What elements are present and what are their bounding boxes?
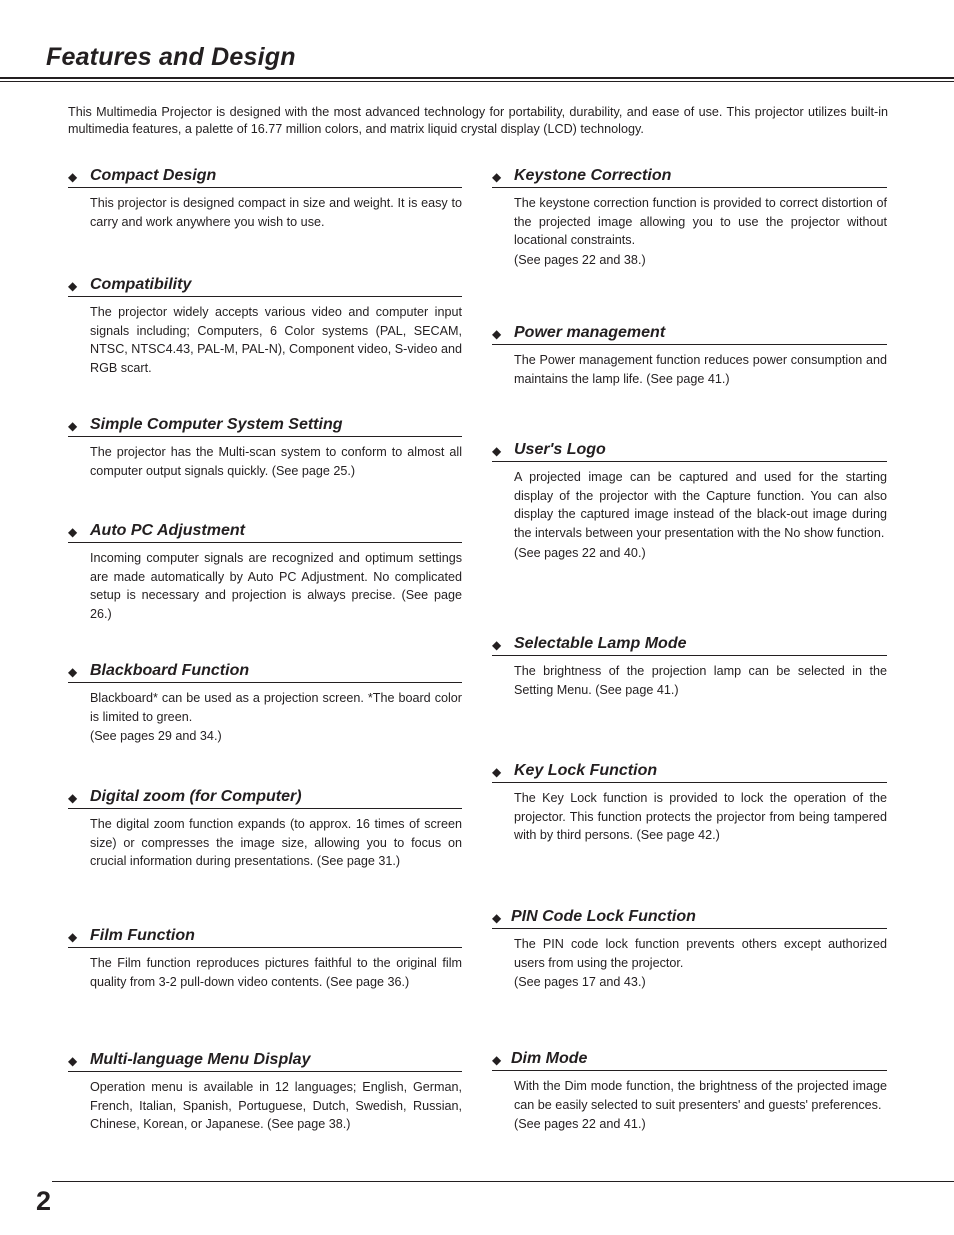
title-rule bbox=[0, 77, 954, 79]
intro-paragraph: This Multimedia Projector is designed with the most advanced technology for portability, durability, and ease of use. This projector utilizes built-in multimedia features, a palette of 16.77 million colors, and matrix liquid crystal display (LCD) technology. bbox=[68, 105, 888, 136]
section-title: User's Logo bbox=[514, 441, 606, 458]
section-title: Power management bbox=[514, 324, 666, 341]
section-text: The digital zoom function expands (to approx. 16 times of screen size) or compresses the image size, allowing you to focus on crucial information during presentations. (See page 31.) bbox=[90, 817, 462, 869]
section-title: Blackboard Function bbox=[90, 662, 250, 679]
section-body bbox=[90, 815, 462, 871]
section-header bbox=[492, 439, 887, 462]
section-users-logo bbox=[492, 439, 887, 563]
section-body bbox=[90, 954, 462, 991]
section-pin-code-lock-function bbox=[492, 906, 887, 992]
section-title: Digital zoom (for Computer) bbox=[90, 788, 302, 805]
page-reference: (See pages 29 and 34.) bbox=[90, 729, 222, 744]
section-compact-design bbox=[68, 165, 462, 231]
section-text: With the Dim mode function, the brightness of the projected image can be easily selected to suit presenters' and guests' preferences. bbox=[514, 1079, 887, 1112]
diamond-bullet-icon: ◆ bbox=[68, 1054, 78, 1068]
section-digital-zoom bbox=[68, 786, 462, 871]
section-key-lock-function bbox=[492, 760, 887, 845]
section-title: Compact Design bbox=[90, 167, 217, 184]
section-body bbox=[90, 194, 462, 231]
section-body bbox=[514, 351, 887, 388]
title-rule-thin bbox=[0, 81, 954, 82]
section-header bbox=[68, 414, 462, 437]
section-blackboard-function bbox=[68, 660, 462, 746]
section-keystone-correction bbox=[492, 165, 887, 270]
section-header bbox=[68, 660, 462, 683]
section-body bbox=[514, 789, 887, 845]
section-header bbox=[492, 760, 887, 783]
section-text: The Film function reproduces pictures faithful to the original film quality from 3-2 pull-down video contents. (See page 36.) bbox=[90, 956, 462, 989]
section-text: The projector widely accepts various video and computer input signals including; Computers, 6 Color systems (PAL, SECAM, NTSC, NTSC4.43, PAL-M, PAL-N), Component video, S-video and RGB scart. bbox=[90, 305, 462, 376]
section-body bbox=[90, 303, 462, 378]
diamond-bullet-icon: ◆ bbox=[492, 911, 502, 925]
section-body bbox=[90, 549, 462, 624]
section-body bbox=[90, 1078, 462, 1134]
section-text: The PIN code lock function prevents others except authorized users from using the projector. bbox=[514, 937, 887, 970]
section-text: The projector has the Multi-scan system to conform to almost all computer output signals quickly. (See page 25.) bbox=[90, 445, 462, 478]
section-body bbox=[90, 443, 462, 480]
diamond-bullet-icon: ◆ bbox=[68, 930, 78, 944]
section-header bbox=[68, 1049, 462, 1072]
page-number: 2 bbox=[36, 1186, 52, 1216]
section-header bbox=[492, 633, 887, 656]
section-text: The Key Lock function is provided to lock the operation of the projector. This function protects the projector from being tampered with by third persons. (See page 42.) bbox=[514, 791, 887, 843]
section-title: Keystone Correction bbox=[514, 167, 672, 184]
section-text: A projected image can be captured and used for the starting display of the projector with the Capture function. You can also display the captured image instead of the black-out image during the intervals between your presentation with the No show function. bbox=[514, 470, 887, 541]
section-body bbox=[514, 662, 887, 699]
section-text: The Power management function reduces power consumption and maintains the lamp life. (See page 41.) bbox=[514, 353, 887, 386]
page-title: Features and Design bbox=[46, 43, 296, 71]
section-body bbox=[514, 194, 887, 270]
section-body bbox=[90, 689, 462, 746]
section-selectable-lamp-mode bbox=[492, 633, 887, 699]
section-text: Incoming computer signals are recognized and optimum settings are made automatically by Auto PC Adjustment. No complicated setup is necessary and projection is always precise. (See page 26.) bbox=[90, 551, 462, 622]
section-simple-computer-system-setting bbox=[68, 414, 462, 480]
section-text: The brightness of the projection lamp can be selected in the Setting Menu. (See page 41.) bbox=[514, 664, 887, 697]
section-multi-language-menu bbox=[68, 1049, 462, 1134]
section-title: Auto PC Adjustment bbox=[90, 522, 245, 539]
page-reference: (See pages 22 and 41.) bbox=[514, 1117, 646, 1132]
section-text: The keystone correction function is provided to correct distortion of the projected image allowing you to use the projector without locational constraints. bbox=[514, 196, 887, 248]
section-text: Operation menu is available in 12 languages; English, German, French, Italian, Spanish, Portuguese, Dutch, Swedish, Russian, Chinese, Korean, or Japanese. (See page 38.) bbox=[90, 1080, 462, 1132]
diamond-bullet-icon: ◆ bbox=[68, 525, 78, 539]
section-text: Blackboard* can be used as a projection screen. *The board color is limited to green. bbox=[90, 691, 462, 724]
section-text: This projector is designed compact in size and weight. It is easy to carry and work anywhere you wish to use. bbox=[90, 196, 462, 229]
section-title: Selectable Lamp Mode bbox=[514, 635, 687, 652]
section-title: Compatibility bbox=[90, 276, 192, 293]
section-header bbox=[68, 520, 462, 543]
section-header bbox=[68, 165, 462, 188]
diamond-bullet-icon: ◆ bbox=[68, 791, 78, 805]
section-auto-pc-adjustment bbox=[68, 520, 462, 624]
section-title: Multi-language Menu Display bbox=[90, 1051, 311, 1068]
section-film-function bbox=[68, 925, 462, 991]
diamond-bullet-icon: ◆ bbox=[492, 638, 502, 652]
diamond-bullet-icon: ◆ bbox=[68, 279, 78, 293]
section-header bbox=[68, 925, 462, 948]
footer-rule bbox=[52, 1181, 954, 1182]
section-title: PIN Code Lock Function bbox=[511, 908, 696, 925]
diamond-bullet-icon: ◆ bbox=[492, 327, 502, 341]
section-title: Film Function bbox=[90, 927, 195, 944]
diamond-bullet-icon: ◆ bbox=[492, 170, 502, 184]
page-reference: (See pages 17 and 43.) bbox=[514, 975, 646, 990]
section-dim-mode bbox=[492, 1048, 887, 1134]
section-title: Simple Computer System Setting bbox=[90, 416, 343, 433]
section-body bbox=[514, 935, 887, 992]
diamond-bullet-icon: ◆ bbox=[492, 765, 502, 779]
page-reference: (See pages 22 and 40.) bbox=[514, 545, 646, 560]
diamond-bullet-icon: ◆ bbox=[68, 665, 78, 679]
section-compatibility bbox=[68, 274, 462, 378]
diamond-bullet-icon: ◆ bbox=[68, 170, 78, 184]
section-header bbox=[492, 1048, 887, 1071]
section-header bbox=[492, 165, 887, 188]
section-header bbox=[492, 322, 887, 345]
section-body bbox=[514, 468, 887, 563]
section-title: Dim Mode bbox=[511, 1050, 588, 1067]
section-header bbox=[68, 274, 462, 297]
diamond-bullet-icon: ◆ bbox=[492, 444, 502, 458]
section-body bbox=[514, 1077, 887, 1134]
page-reference: (See pages 22 and 38.) bbox=[514, 253, 646, 268]
diamond-bullet-icon: ◆ bbox=[68, 419, 78, 433]
section-header bbox=[68, 786, 462, 809]
section-title: Key Lock Function bbox=[514, 762, 658, 779]
section-header bbox=[492, 906, 887, 929]
diamond-bullet-icon: ◆ bbox=[492, 1053, 502, 1067]
section-power-management bbox=[492, 322, 887, 388]
